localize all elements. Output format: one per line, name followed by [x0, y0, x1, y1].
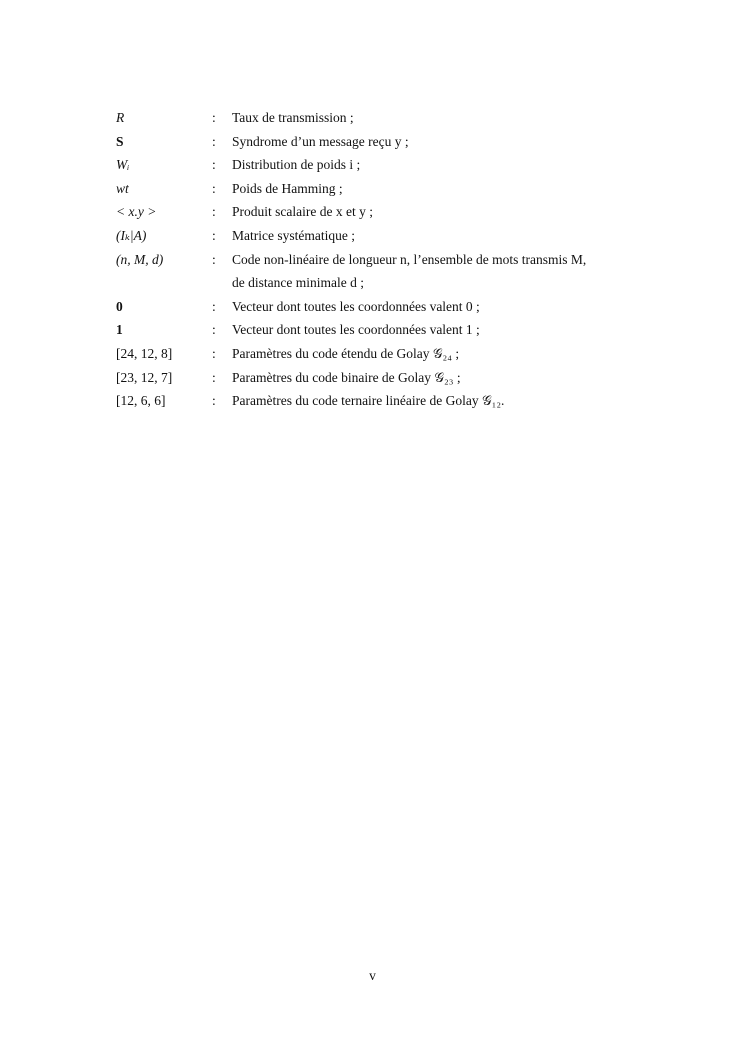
- page-number: v: [369, 968, 376, 983]
- notation-separator: :: [212, 345, 216, 361]
- notation-separator: :: [212, 133, 216, 149]
- notation-row: [116, 106, 636, 130]
- notation-symbol: R: [116, 110, 125, 125]
- notation-separator: :: [212, 393, 216, 409]
- notation-row: [116, 295, 636, 319]
- notation-list: [116, 106, 636, 413]
- notation-row-continuation: [116, 271, 636, 295]
- notation-separator: :: [212, 204, 216, 220]
- notation-description: de distance minimale d ;: [232, 275, 364, 291]
- notation-symbol: S: [116, 133, 124, 149]
- notation-separator: :: [212, 369, 216, 385]
- notation-row: [116, 389, 636, 413]
- notation-symbol: (n, M, d): [116, 251, 164, 267]
- notation-description: Paramètres du code binaire de Golay 𝒢₂₃ ;: [232, 369, 461, 385]
- notation-description: Distribution de poids i ;: [232, 157, 361, 173]
- notation-separator: :: [212, 227, 216, 243]
- notation-description: Taux de transmission ;: [232, 110, 354, 125]
- notation-row: [116, 224, 636, 248]
- notation-row: [116, 200, 636, 224]
- notation-description: Vecteur dont toutes les coordonnées valent 0 ;: [232, 298, 480, 314]
- notation-separator: :: [212, 251, 216, 267]
- notation-description: Syndrome d’un message reçu y ;: [232, 133, 409, 149]
- notation-row: [116, 342, 636, 366]
- notation-separator: :: [212, 298, 216, 314]
- notation-symbol: [12, 6, 6]: [116, 393, 166, 409]
- notation-symbol: < x.y >: [116, 204, 157, 220]
- notation-row: [116, 153, 636, 177]
- notation-row: [116, 366, 636, 390]
- notation-description: Matrice systématique ;: [232, 227, 355, 243]
- notation-symbol: [24, 12, 8]: [116, 345, 173, 361]
- notation-symbol: (Iₖ|A): [116, 227, 147, 243]
- notation-symbol: [23, 12, 7]: [116, 369, 173, 385]
- notation-separator: :: [212, 157, 216, 173]
- notation-row: [116, 318, 636, 342]
- notation-row: [116, 130, 636, 154]
- notation-description: Paramètres du code ternaire linéaire de Golay 𝒢₁₂.: [232, 393, 505, 409]
- notation-description: Paramètres du code étendu de Golay 𝒢₂₄ ;: [232, 345, 460, 361]
- notation-symbol: wt: [116, 180, 129, 196]
- notation-description: Produit scalaire de x et y ;: [232, 204, 373, 220]
- notation-description: Code non-linéaire de longueur n, l’ensemble de mots transmis M,: [232, 251, 587, 267]
- notation-row: [116, 177, 636, 201]
- notation-symbol: 1: [116, 322, 123, 338]
- notation-separator: :: [212, 322, 216, 338]
- notation-symbol: 0: [116, 298, 123, 314]
- notation-row: [116, 248, 636, 272]
- notation-description: Vecteur dont toutes les coordonnées valent 1 ;: [232, 322, 480, 338]
- notation-symbol: Wᵢ: [116, 157, 130, 173]
- notation-separator: :: [212, 180, 216, 196]
- notation-description: Poids de Hamming ;: [232, 180, 343, 196]
- notation-separator: :: [212, 110, 216, 125]
